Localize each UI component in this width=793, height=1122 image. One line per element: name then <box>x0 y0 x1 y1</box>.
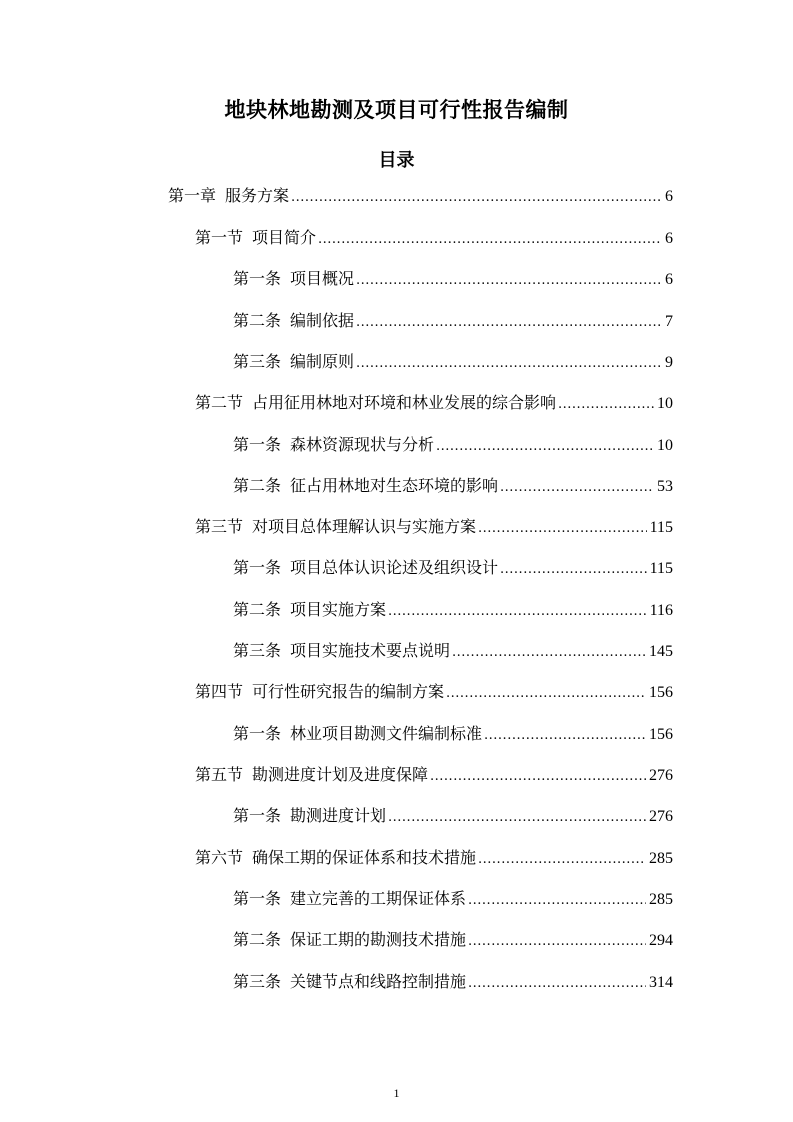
toc-entry-page: 294 <box>649 932 673 949</box>
toc-entry-number: 第三条 <box>233 352 282 371</box>
toc-dot-leader <box>356 270 662 292</box>
toc-entry[interactable] <box>233 805 673 827</box>
toc-entry-number: 第四节 <box>195 682 244 701</box>
toc-entry-number: 第二条 <box>233 930 282 949</box>
toc-entry-number: 第二条 <box>233 311 282 330</box>
toc-entry-number: 第三条 <box>233 641 282 660</box>
toc-entry-number: 第六节 <box>195 848 244 867</box>
toc-entry-page: 116 <box>649 602 673 619</box>
toc-entry-title: 建立完善的工期保证体系 <box>290 889 467 908</box>
toc-entry-number: 第三节 <box>195 517 244 536</box>
toc-entry-page: 285 <box>649 891 673 908</box>
toc-dot-leader <box>468 973 646 995</box>
toc-entry[interactable] <box>233 475 673 497</box>
toc-entry-page: 115 <box>649 519 673 536</box>
toc-entry-page: 53 <box>657 478 673 495</box>
toc-entry-number: 第五节 <box>195 765 244 784</box>
toc-entry-title: 关键节点和线路控制措施 <box>290 972 467 991</box>
toc-entry[interactable] <box>195 516 673 538</box>
toc-dot-leader <box>356 312 662 334</box>
toc-entry-page: 10 <box>657 395 673 412</box>
toc-entry-number: 第一章 <box>168 186 217 205</box>
toc-entry-title: 征占用林地对生态环境的影响 <box>290 476 499 495</box>
toc-dot-leader <box>388 807 646 829</box>
toc-dot-leader <box>446 683 646 705</box>
toc-entry-page: 115 <box>649 560 673 577</box>
toc-dot-leader <box>478 518 647 540</box>
toc-entry-number: 第三条 <box>233 972 282 991</box>
toc-dot-leader <box>436 436 654 458</box>
toc-entry-page: 276 <box>649 767 673 784</box>
toc-dot-leader <box>484 725 646 747</box>
toc-heading: 目录 <box>378 150 415 171</box>
toc-dot-leader <box>291 187 662 209</box>
toc-entry-title: 项目简介 <box>252 228 317 247</box>
toc-dot-leader <box>468 890 646 912</box>
toc-entry-number: 第一条 <box>233 724 282 743</box>
toc-dot-leader <box>500 477 654 499</box>
toc-dot-leader <box>430 766 646 788</box>
toc-entry-title: 项目实施方案 <box>290 600 387 619</box>
toc-dot-leader <box>452 642 646 664</box>
toc-entry-title: 服务方案 <box>225 186 290 205</box>
toc-entry-number: 第二节 <box>195 393 244 412</box>
toc-entry-page: 10 <box>657 437 673 454</box>
toc-entry-title: 森林资源现状与分析 <box>290 435 435 454</box>
toc-dot-leader <box>388 601 647 623</box>
toc-entry-title: 保证工期的勘测技术措施 <box>290 930 467 949</box>
toc-entry-number: 第一节 <box>195 228 244 247</box>
toc-entry-page: 6 <box>665 230 673 247</box>
toc-entry[interactable] <box>233 971 673 993</box>
toc-entry-title: 对项目总体理解认识与实施方案 <box>252 517 477 536</box>
toc-entry-title: 占用征用林地对环境和林业发展的综合影响 <box>252 393 557 412</box>
toc-entry-page: 6 <box>665 271 673 288</box>
toc-entry-page: 6 <box>665 188 673 205</box>
toc-entry-title: 项目概况 <box>290 269 355 288</box>
toc-entry-page: 156 <box>649 684 673 701</box>
toc-entry[interactable] <box>195 392 673 414</box>
toc-entry[interactable] <box>233 351 673 373</box>
toc-entry-page: 7 <box>665 313 673 330</box>
toc-entry[interactable] <box>233 888 673 910</box>
toc-entry[interactable] <box>233 434 673 456</box>
toc-entry-title: 勘测进度计划及进度保障 <box>252 765 429 784</box>
toc-entry[interactable] <box>195 227 673 249</box>
toc-entry[interactable] <box>233 599 673 621</box>
toc-entry-page: 285 <box>649 850 673 867</box>
toc-entry-number: 第一条 <box>233 806 282 825</box>
toc-entry[interactable] <box>195 764 673 786</box>
toc-entry[interactable] <box>233 723 673 745</box>
toc-entry-title: 项目实施技术要点说明 <box>290 641 451 660</box>
toc-entry-title: 项目总体认识论述及组织设计 <box>290 558 499 577</box>
toc-dot-leader <box>478 849 646 871</box>
toc-entry[interactable] <box>168 185 673 207</box>
toc-entry-number: 第一条 <box>233 269 282 288</box>
toc-entry-title: 编制原则 <box>290 352 355 371</box>
toc-entry-title: 勘测进度计划 <box>290 806 387 825</box>
toc-entry-number: 第一条 <box>233 435 282 454</box>
toc-dot-leader <box>500 559 647 581</box>
toc-entry[interactable] <box>233 557 673 579</box>
page-number: 1 <box>393 1086 400 1100</box>
toc-entry-title: 林业项目勘测文件编制标准 <box>290 724 483 743</box>
toc-entry[interactable] <box>233 310 673 332</box>
toc-entry[interactable] <box>195 847 673 869</box>
toc-entry-page: 156 <box>649 726 673 743</box>
toc-entry-number: 第一条 <box>233 558 282 577</box>
toc-dot-leader <box>558 394 654 416</box>
toc-entry-page: 9 <box>665 354 673 371</box>
toc-entry[interactable] <box>233 640 673 662</box>
toc-entry-title: 可行性研究报告的编制方案 <box>252 682 445 701</box>
toc-entry-number: 第二条 <box>233 600 282 619</box>
toc-entry-title: 编制依据 <box>290 311 355 330</box>
toc-entry-page: 314 <box>649 974 673 991</box>
toc-entry[interactable] <box>233 929 673 951</box>
toc-dot-leader <box>468 931 646 953</box>
toc-entry-page: 276 <box>649 808 673 825</box>
toc-dot-leader <box>356 353 662 375</box>
toc-entry-title: 确保工期的保证体系和技术措施 <box>252 848 477 867</box>
toc-entry[interactable] <box>233 268 673 290</box>
toc-dot-leader <box>318 229 662 251</box>
document-title: 地块林地勘测及项目可行性报告编制 <box>224 98 569 122</box>
toc-entry[interactable] <box>195 681 673 703</box>
toc-entry-page: 145 <box>649 643 673 660</box>
toc-entry-number: 第一条 <box>233 889 282 908</box>
toc-entry-number: 第二条 <box>233 476 282 495</box>
